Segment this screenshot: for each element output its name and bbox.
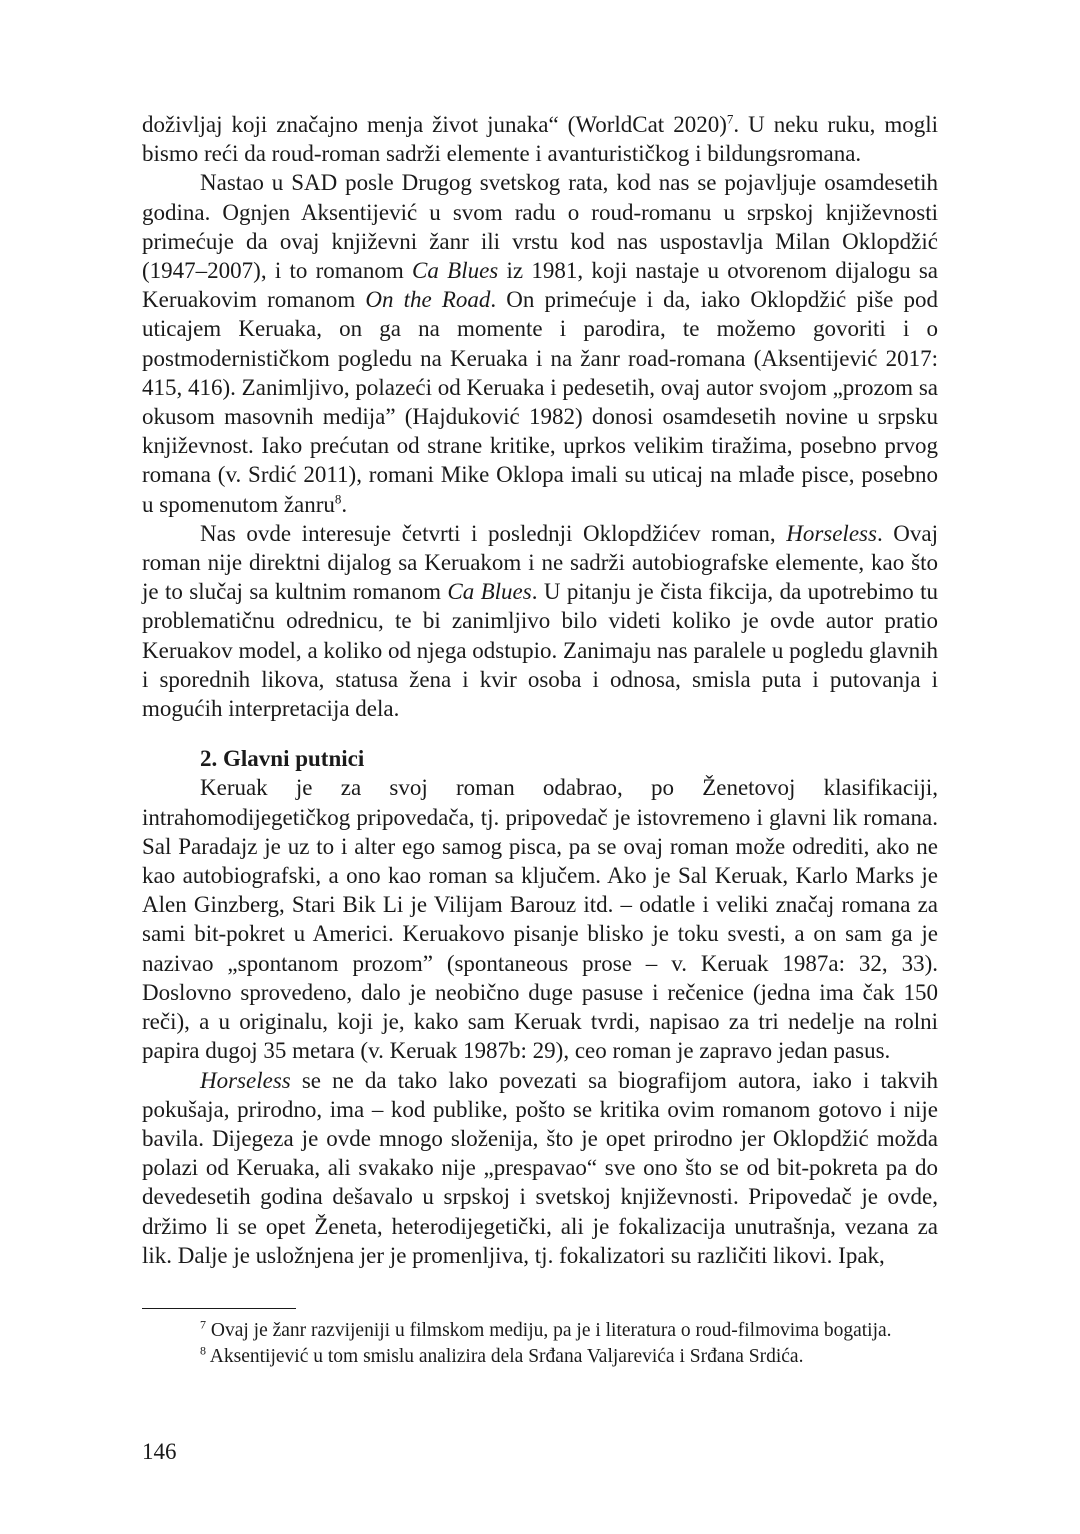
main-text (142, 110, 938, 1270)
paragraph-text: . Ovaj roman nije direktni dijalog sa Keruakom i ne sadrži autobiografske elemente, kao što je to slučaj sa kultnim romanom (142, 520, 938, 605)
paragraph-text: . (341, 491, 348, 517)
footnote (142, 1318, 938, 1344)
paragraph: Keruak je za svoj roman odabrao, po Ženetovoj klasifikaciji, intrahomodijegetičkog pripovedača, tj. pripovedač je istovremeno i glavni lik romana. Sal Paradajz je uz to i alter ego samog pisca, pa se ovaj roman može odrediti, ako ne kao autobiografski, a ono kao roman sa ključem. Ako je Sal Keruak, Karlo Marks je Alen Ginzberg, Stari Bik Li je Vilijam Barouz itd. – odatle i veliki značaj romana za sami bit-pokret u Americi. Keruakovo pisanje blisko je toku svesti, a on sam ga je nazivao „spontanom prozom” (spontaneous prose – v. Keruak 1987a: 32, 33). Doslovno sprovedeno, dalo je neobično duge pasuse i rečenice (jedna ima čak 150 reči), a u originalu, koji je, kako sam Keruak tvrdi, napisao za tri nedelje na rolni papira dugoj 35 metara (v. Keruak 1987b: 29), ceo roman je zapravo jedan pasus. (142, 775, 938, 1064)
book-title: Horseless (200, 1067, 291, 1093)
footnote-number: 8 (200, 1343, 206, 1358)
book-title: Ca Blues (447, 579, 532, 605)
footnote-ref: 8 (334, 490, 342, 506)
paragraph-text: doživljaj koji značajno menja život junaka“ (WorldCat 2020) (142, 112, 727, 137)
book-title: On the Road (365, 287, 491, 313)
paragraph (142, 1066, 938, 1270)
paragraph-text: iz 1981, koji nastaje u otvorenom dijalogu sa Keruakovim romanom (142, 258, 938, 313)
page-number: 146 (142, 1439, 177, 1464)
paragraph-text: Nastao u SAD posle Drugog svetskog rata, kod nas se pojavljuje osamdesetih godina. Ognjen Aksentijević u svom radu o roud-romanu u srpskoj književnosti primećuje da ovaj književni žanr ili vrstu kod nas uspostavlja Milan Oklopdžić (1947–2007), i to romanom (142, 170, 938, 284)
footnotes (142, 1318, 938, 1370)
paragraph (142, 519, 938, 723)
paragraph-text: se ne da tako lako povezati sa biografijom autora, iako i takvih pokušaja, prirodno, ima – kod publike, pošto se kritika ovim romanom gotovo i nije bavila. Dijegeza je ovde mnogo složenija, što je opet prirodno jer Oklopdžić možda polazi od Keruaka, ali svakako nije „prespavao“ sve ono što se od bit-pokreta pa do devedesetih godina dešavalo u srpskoj i svetskoj književnosti. Pripovedač je ovde, držimo li se opet Ženeta, heterodijegetički, ali je fokalizacija unutrašnja, vezana za lik. Dalje je usložnjena jer je promenljiva, tj. fokalizatori su različiti likovi. Ipak, (142, 1067, 938, 1268)
paragraph-text: . U pitanju je čista fikcija, da upotrebimo tu problematičnu odrednicu, te bi zanimljivo bilo videti koliko je ovde autor pratio Keruakov model, a koliko od njega odstupio. Zanimaju nas paralele u pogledu glavnih i sporednih likova, statusa žena i kvir osoba i odnosa, smisla puta i putovanja i mogućih interpretacija dela. (142, 579, 938, 722)
book-title: Horseless (786, 520, 877, 546)
paragraph-text: . On primećuje i da, iako Oklopdžić piše pod uticajem Keruaka, on ga na momente i parodira, te možemo govoriti i o postmodernističkom pogledu na Keruaka i na žanr road-romana (Aksentijević 2017: 415, 416). Zanimljivo, polazeći od Keruaka i pedesetih, ovaj autor svojom „prozom sa okusom masovnih medija” (Hajduković 1982) donosi osamdesetih novine u srpsku književnost. Iako prećutan od strane kritike, uprkos velikim tiražima, posebno prvog romana (v. Srdić 2011), romani Mike Oklopa imali su uticaj na mlađe pisce, posebno u spomenutom žanru (142, 287, 938, 517)
section-heading: 2. Glavni putnici (200, 746, 365, 772)
footnote-text: Aksentijević u tom smislu analizira dela Srđana Valjarevića i Srđana Srdića. (206, 1346, 804, 1367)
footnote-ref: 7 (726, 111, 734, 127)
paragraph-text: Nas ovde interesuje četvrti i poslednji Oklopdžićev roman, (200, 520, 787, 546)
book-title: Ca Blues (412, 258, 499, 284)
paragraph (142, 168, 938, 518)
paragraph-continued (142, 110, 938, 168)
footnote (142, 1344, 938, 1370)
footnote-number: 7 (200, 1317, 206, 1332)
footnote-separator (142, 1308, 296, 1309)
paragraph-text: . U neku ruku, mogli bismo reći da roud-roman sadrži elemente i avanturističkog i bildungsromana. (142, 112, 939, 167)
footnote-text: Ovaj je žanr razvijeniji u filmskom mediju, pa je i literatura o roud-filmovima bogatija. (206, 1320, 892, 1341)
